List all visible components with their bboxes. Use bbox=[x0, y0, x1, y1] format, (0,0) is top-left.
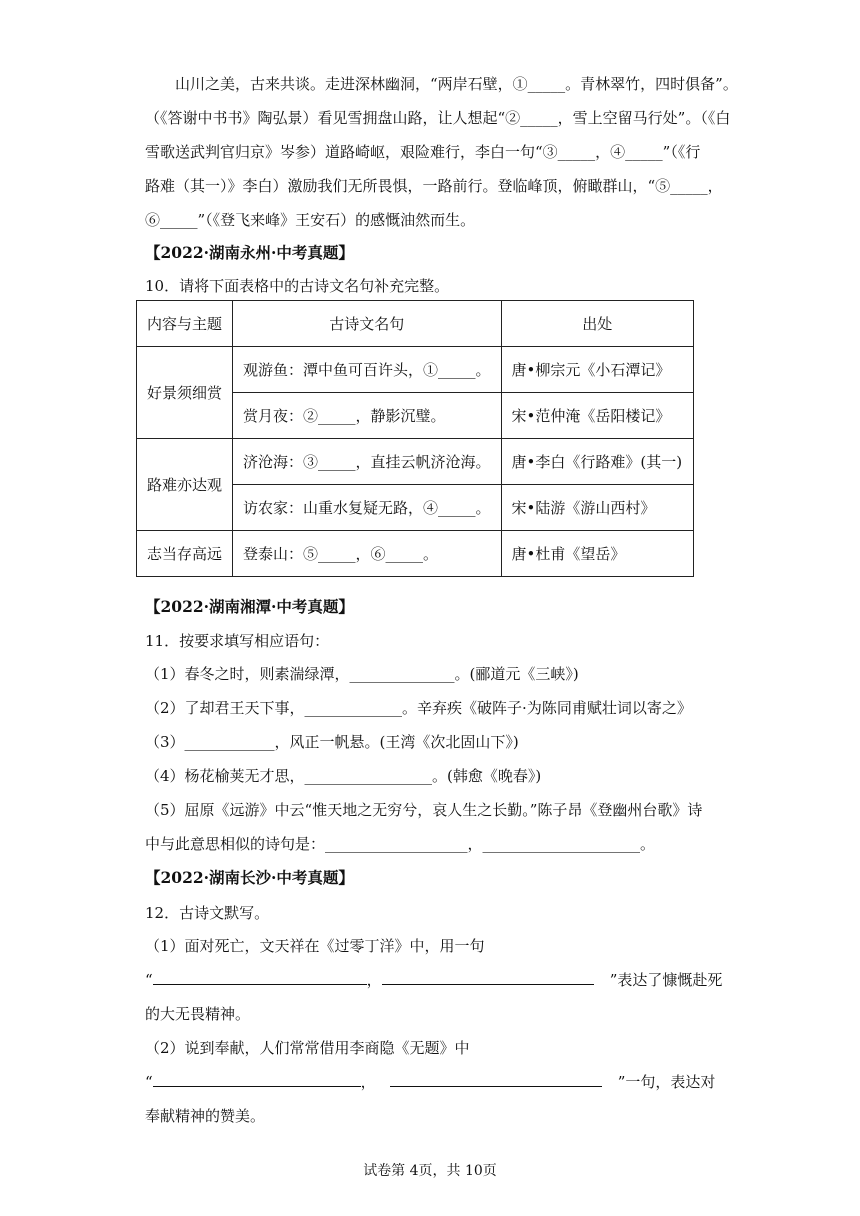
question-item: （1）面对死亡，文天祥在《过零丁洋》中，用一句 bbox=[145, 937, 485, 955]
theme-cell: 路难亦达观 bbox=[137, 439, 233, 531]
comma: ， bbox=[360, 1073, 376, 1091]
table-header-cell: 出处 bbox=[501, 301, 693, 347]
source-cell: 唐•柳宗元《小石潭记》 bbox=[501, 347, 693, 393]
table-row bbox=[137, 531, 694, 577]
answer-line bbox=[145, 970, 722, 990]
question-item: （4）杨花榆荚无才思，_________________。(韩愈《晚春》) bbox=[145, 767, 542, 785]
answer-line bbox=[145, 1072, 715, 1092]
table-header-cell: 内容与主题 bbox=[137, 301, 233, 347]
open-quote: “ bbox=[145, 971, 153, 989]
quote-cell: 访农家：山重水复疑无路，④_____。 bbox=[233, 485, 502, 531]
theme-cell: 好景须细赏 bbox=[137, 347, 233, 439]
source-cell: 唐•李白《行路难》(其一) bbox=[501, 439, 693, 485]
question-prompt: 11．按要求填写相应语句： bbox=[145, 632, 330, 650]
section-heading: 【2022·湖南永州·中考真题】 bbox=[145, 243, 354, 262]
question-item: （3）____________，风正一帆悬。(王湾《次北固山下》) bbox=[145, 733, 519, 751]
answer-blank[interactable] bbox=[153, 1072, 361, 1087]
quote-cell: 济沧海：③_____，直挂云帆济沧海。 bbox=[233, 439, 502, 485]
passage-line: ⑥_____”（《登飞来峰》王安石）的感慨油然而生。 bbox=[145, 211, 476, 229]
answer-blank[interactable] bbox=[390, 1072, 602, 1087]
section-heading: 【2022·湖南湘潭·中考真题】 bbox=[145, 597, 354, 616]
answer-tail: ”一句，表达对 bbox=[617, 1073, 716, 1091]
question-prompt: 12．古诗文默写。 bbox=[145, 904, 270, 922]
table-row bbox=[137, 439, 694, 485]
question-item: （2）了却君王天下事，_____________。辛弃疾《破阵子·为陈同甫赋壮词以寄之》 bbox=[145, 699, 692, 717]
table-header-cell: 古诗文名句 bbox=[233, 301, 502, 347]
question-item: 奉献精神的赞美。 bbox=[145, 1107, 266, 1125]
section-heading: 【2022·湖南长沙·中考真题】 bbox=[145, 868, 354, 887]
passage-line: 山川之美，古来共谈。走进深林幽洞，“两岸石壁，①_____。青林翠竹，四时俱备”。 bbox=[175, 75, 738, 93]
quote-cell: 登泰山：⑤_____，⑥_____。 bbox=[233, 531, 502, 577]
passage-line: （《答谢中书书》陶弘景）看见雪拥盘山路，让人想起“②_____，雪上空留马行处”。（《白 bbox=[145, 109, 731, 127]
quote-cell: 赏月夜：②_____，静影沉璧。 bbox=[233, 393, 502, 439]
quote-cell: 观游鱼：潭中鱼可百许头，①_____。 bbox=[233, 347, 502, 393]
passage-line: 路难（其一）》李白）激励我们无所畏惧，一路前行。登临峰顶，俯瞰群山，“⑤_____， bbox=[145, 177, 723, 195]
source-cell: 唐•杜甫《望岳》 bbox=[501, 531, 693, 577]
source-cell: 宋•范仲淹《岳阳楼记》 bbox=[501, 393, 693, 439]
theme-cell: 志当存高远 bbox=[137, 531, 233, 577]
source-cell: 宋•陆游《游山西村》 bbox=[501, 485, 693, 531]
question-item: 的大无畏精神。 bbox=[145, 1005, 251, 1023]
question-item: （2）说到奉献，人们常常借用李商隐《无题》中 bbox=[145, 1039, 470, 1057]
comma: ， bbox=[366, 971, 382, 989]
open-quote: “ bbox=[145, 1073, 153, 1091]
answer-tail: ”表达了慷慨赴死 bbox=[609, 971, 723, 989]
page-footer: 试卷第 4页，共 10页 bbox=[363, 1163, 497, 1179]
answer-blank[interactable] bbox=[382, 970, 594, 985]
question-item: （5）屈原《远游》中云“惟天地之无穷兮，哀人生之长勤。”陈子昂《登幽州台歌》诗 bbox=[145, 801, 703, 819]
passage-line: 雪歌送武判官归京》岑参）道路崎岖，艰险难行，李白一句“③_____，④_____”（《行 bbox=[145, 143, 701, 161]
question-prompt: 10．请将下面表格中的古诗文名句补充完整。 bbox=[145, 277, 450, 295]
table-header-row bbox=[137, 301, 694, 347]
table-row bbox=[137, 347, 694, 393]
poem-table bbox=[136, 300, 694, 577]
question-item: 中与此意思相似的诗句是：___________________，_____________________。 bbox=[145, 835, 656, 853]
answer-blank[interactable] bbox=[153, 970, 367, 985]
question-item: （1）春冬之时，则素湍绿潭，______________。(郦道元《三峡》) bbox=[145, 665, 579, 683]
